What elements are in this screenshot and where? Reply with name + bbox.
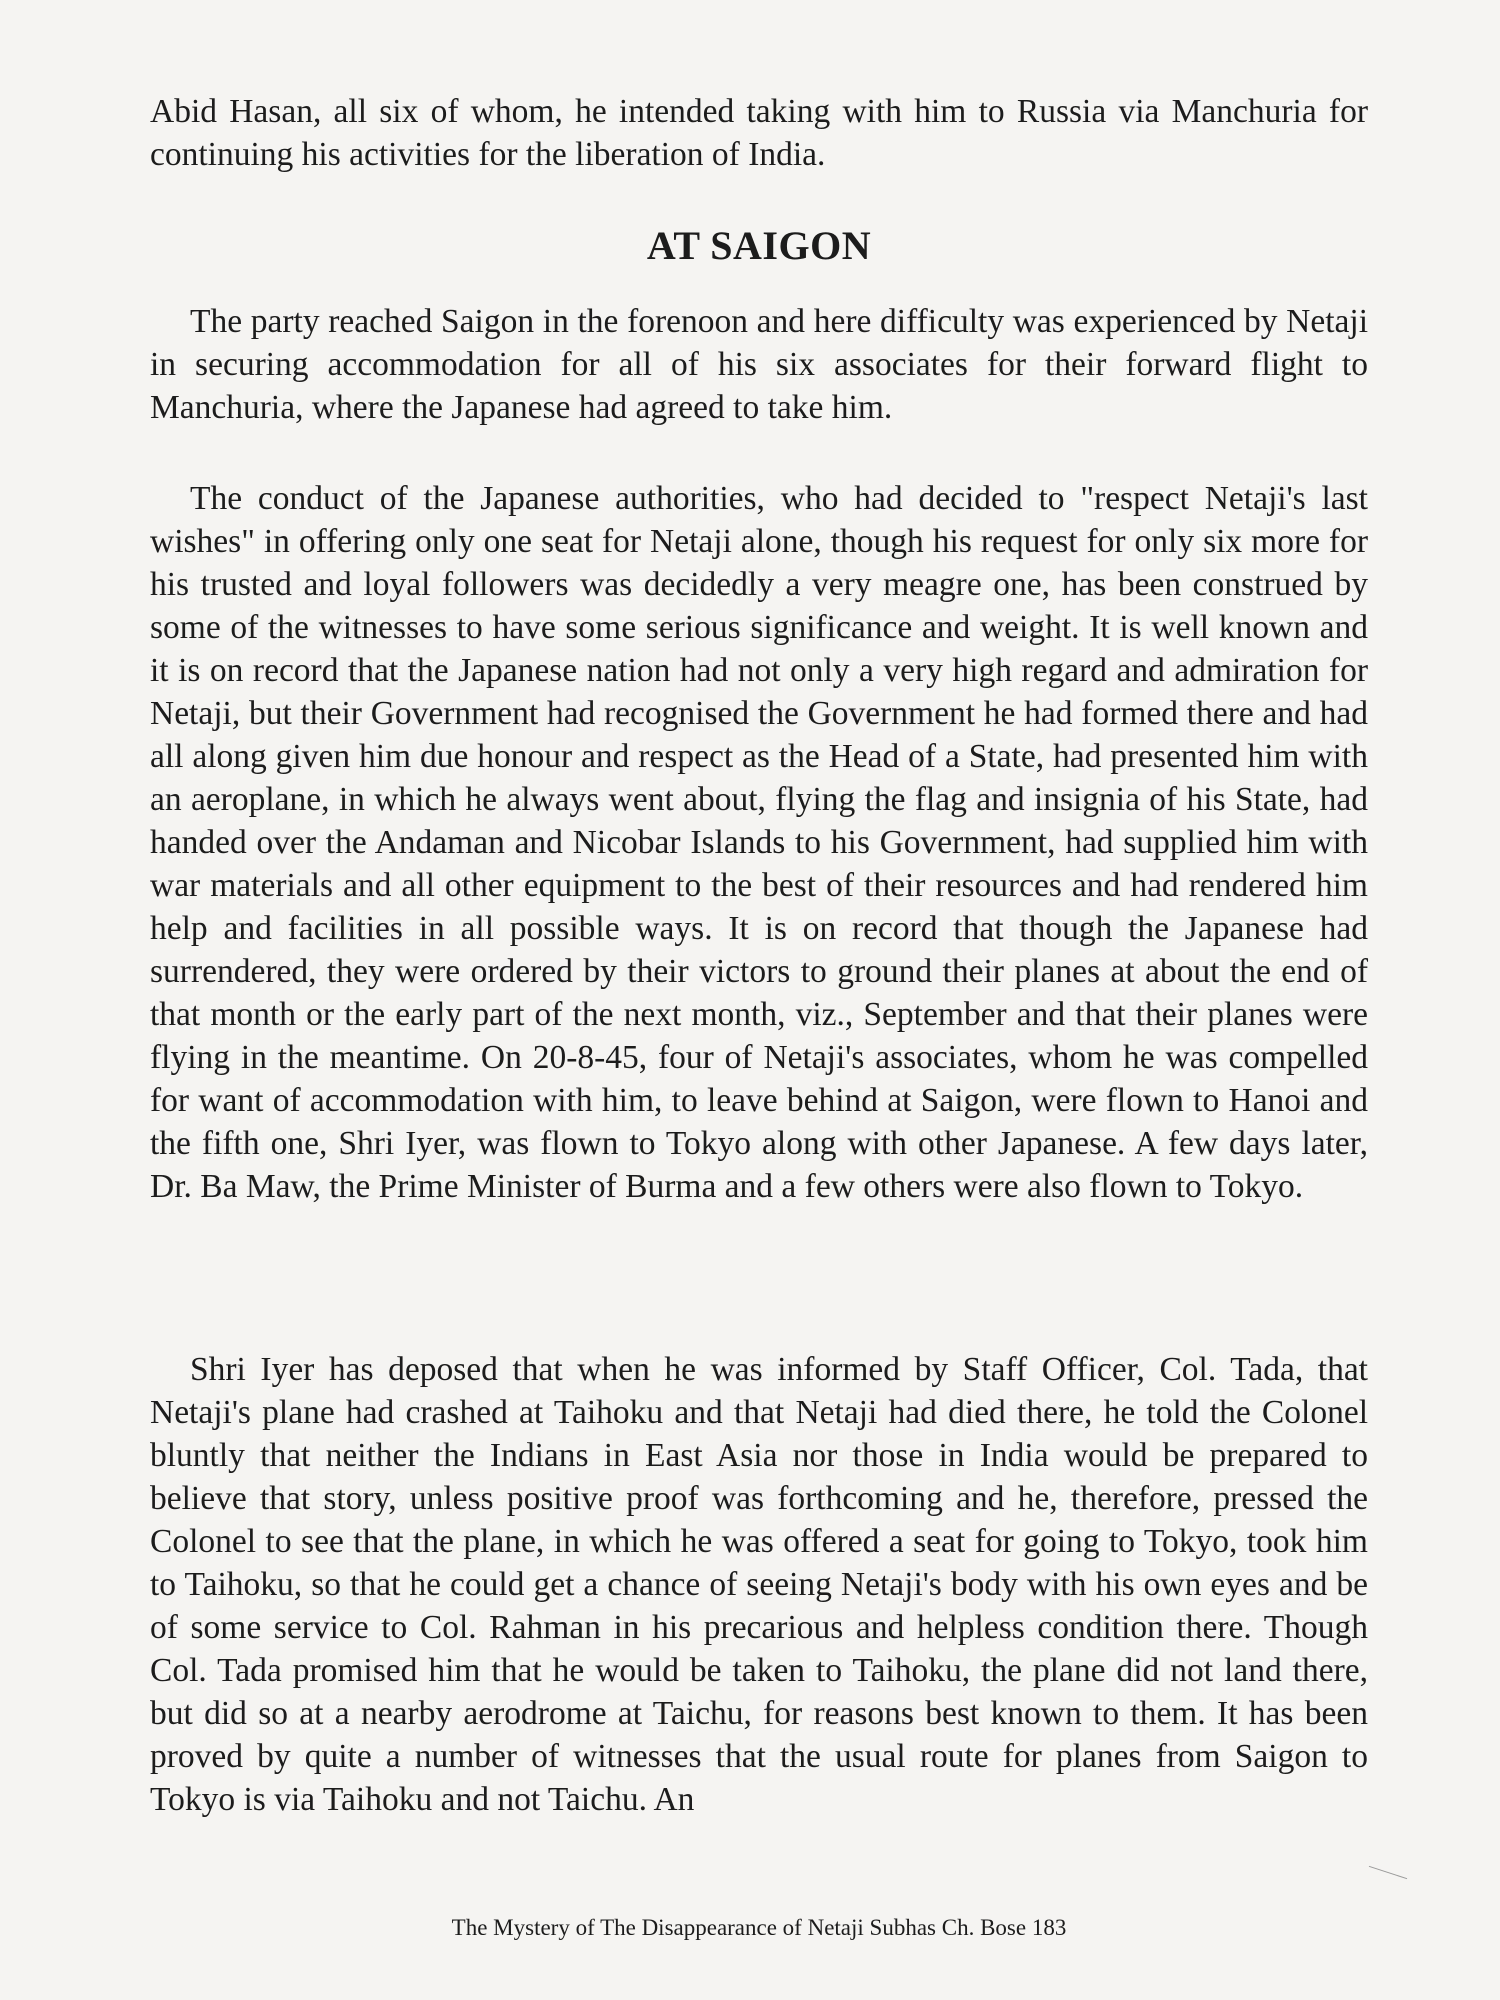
paragraph-1: The party reached Saigon in the forenoon and here difficulty was experienced by Netaji in securing accommodation for all of his six associates for their forward flight to Manchuria, where the Japanese had agreed to take him. bbox=[150, 303, 1368, 426]
paragraph-3: Shri Iyer has deposed that when he was informed by Staff Officer, Col. Tada, that Netaji's plane had crashed at Taihoku and that Netaji had died there, he told the Colonel bluntly that neither the Indians in East Asia nor those in India would be prepared to believe that story, unless positive proof was forthcoming and he, therefore, pressed the Colonel to see that the plane, in which he was offered a seat for going to Tokyo, took him to Taihoku, so that he could get a chance of seeing Netaji's body with his own eyes and be of some service to Col. Rahman in his precarious and helpless condition there. Though Col. Tada promised him that he would be taken to Taihoku, the plane did not land there, but did so at a nearby aerodrome at Taichu, for reasons best known to them. It has been proved by quite a number of witnesses that the usual route for planes from Saigon to Tokyo is via Taihoku and not Taichu. An bbox=[150, 1351, 1368, 1818]
paragraph-2: The conduct of the Japanese authorities, who had decided to "respect Netaji's last wishes" in offering only one seat for Netaji alone, though his request for only six more for his trusted and loyal followers was decidedly a very meagre one, has been construed by some of the witnesses to have some serious significance and weight. It is well known and it is on record that the Japanese nation had not only a very high regard and admiration for Netaji, but their Government had recognised the Government he had formed there and had all along given him due honour and respect as the Head of a State, had presented him with an aeroplane, in which he always went about, flying the flag and insignia of his State, had handed over the Andaman and Nicobar Islands to his Government, had supplied him with war materials and all other equipment to the best of their resources and had rendered him help and facilities in all possible ways. It is on record that though the Japanese had surrendered, they were ordered by their victors to ground their planes at about the end of that month or the early part of the next month, viz., September and that their planes were flying in the meantime. On 20-8-45, four of Netaji's associates, whom he was compelled for want of accommodation with him, to leave behind at Saigon, were flown to Hanoi and the fifth one, Shri Iyer, was flown to Tokyo along with other Japanese. A few days later, Dr. Ba Maw, the Prime Minister of Burma and a few others were also flown to Tokyo. bbox=[150, 480, 1368, 1205]
intro-paragraph: Abid Hasan, all six of whom, he intended taking with him to Russia via Manchuria for continuing his activities for the liberation of India. bbox=[150, 93, 1368, 173]
page-footer: The Mystery of The Disappearance of Netaji Subhas Ch. Bose 183 bbox=[451, 1915, 1067, 1940]
scan-mark bbox=[1369, 1866, 1407, 1879]
section-heading: AT SAIGON bbox=[646, 223, 872, 268]
